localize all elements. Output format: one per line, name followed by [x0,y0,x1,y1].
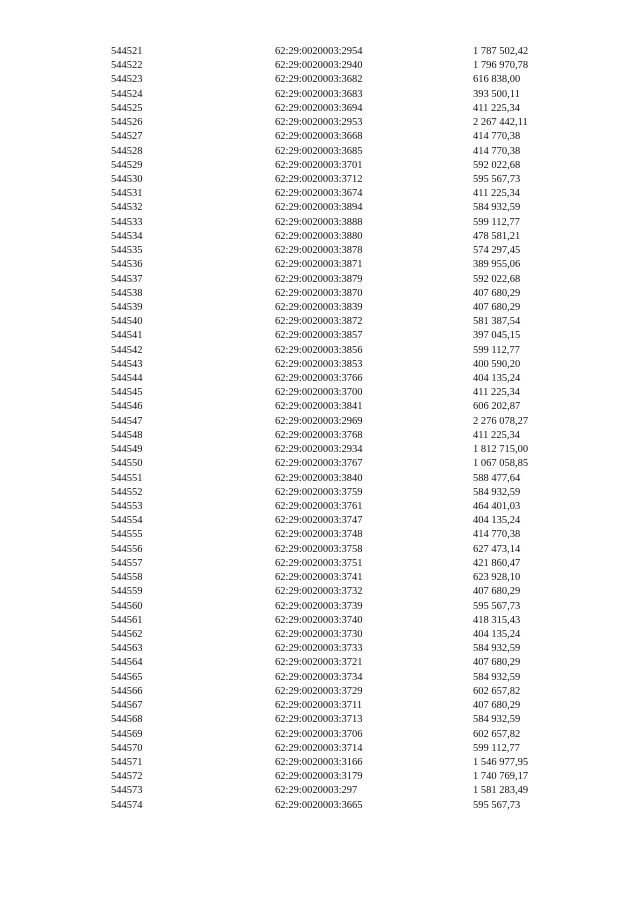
table-row [0,73,640,87]
data-table [0,45,640,813]
row-number-cell: 544522 [111,60,143,72]
cadastral-number-cell: 62:29:0020003:297 [275,785,358,797]
value-cell: 599 112,77 [473,216,520,228]
value-cell: 1 546 977,95 [473,756,529,768]
table-row [0,585,640,599]
row-number-cell: 544571 [111,756,143,768]
cadastral-number-cell: 62:29:0020003:3166 [275,756,363,768]
value-cell: 411 225,34 [473,188,520,200]
value-cell: 606 202,87 [473,401,521,413]
value-cell: 418 315,43 [473,614,521,626]
cadastral-number-cell: 62:29:0020003:3878 [275,245,363,257]
table-row [0,329,640,343]
table-row [0,799,640,813]
value-cell: 407 680,29 [473,700,521,712]
row-number-cell: 544553 [111,501,143,512]
row-number-cell: 544533 [111,216,143,228]
table-row [0,571,640,585]
value-cell: 1 796 970,78 [473,60,529,72]
value-cell: 1 740 769,17 [473,771,529,783]
cadastral-number-cell: 62:29:0020003:3766 [275,373,363,385]
row-number-cell: 544568 [111,714,143,726]
table-row [0,443,640,457]
cadastral-number-cell: 62:29:0020003:3740 [275,614,363,626]
cadastral-number-cell: 62:29:0020003:3871 [275,259,363,271]
row-number-cell: 544535 [111,245,143,257]
value-cell: 599 112,77 [473,742,520,754]
cadastral-number-cell: 62:29:0020003:3729 [275,685,363,697]
value-cell: 616 838,00 [473,74,521,86]
row-number-cell: 544547 [111,415,143,427]
cadastral-number-cell: 62:29:0020003:3732 [275,586,363,598]
row-number-cell: 544572 [111,771,143,783]
cadastral-number-cell: 62:29:0020003:3668 [275,131,363,143]
row-number-cell: 544559 [111,586,143,598]
row-number-cell: 544551 [111,472,143,484]
value-cell: 478 581,21 [473,230,521,242]
cadastral-number-cell: 62:29:0020003:3856 [275,344,363,356]
cadastral-number-cell: 62:29:0020003:3714 [275,742,363,754]
row-number-cell: 544541 [111,330,143,342]
value-cell: 393 500,11 [473,88,520,100]
table-row [0,358,640,372]
table-row [0,244,640,258]
table-row [0,102,640,116]
value-cell: 407 680,29 [473,657,521,669]
cadastral-number-cell: 62:29:0020003:3713 [275,714,363,726]
table-row [0,187,640,201]
cadastral-number-cell: 62:29:0020003:3730 [275,628,363,640]
table-row [0,287,640,301]
cadastral-number-cell: 62:29:0020003:3758 [275,543,363,555]
row-number-cell: 544538 [111,287,143,299]
row-number-cell: 544537 [111,273,143,285]
value-cell: 464 401,03 [473,501,521,512]
row-number-cell: 544531 [111,188,143,200]
cadastral-number-cell: 62:29:0020003:3694 [275,102,363,114]
cadastral-number-cell: 62:29:0020003:3706 [275,728,363,740]
cadastral-number-cell: 62:29:0020003:3853 [275,358,363,370]
row-number-cell: 544524 [111,88,143,100]
cadastral-number-cell: 62:29:0020003:3674 [275,188,363,200]
row-number-cell: 544567 [111,700,143,712]
table-row [0,685,640,699]
value-cell: 414 770,38 [473,131,521,143]
cadastral-number-cell: 62:29:0020003:3685 [275,145,363,157]
row-number-cell: 544530 [111,173,143,185]
value-cell: 414 770,38 [473,529,521,541]
table-row [0,201,640,215]
row-number-cell: 544532 [111,202,143,214]
cadastral-number-cell: 62:29:0020003:3761 [275,501,363,512]
row-number-cell: 544552 [111,486,143,498]
cadastral-number-cell: 62:29:0020003:3665 [275,799,363,811]
table-row [0,713,640,727]
table-row [0,642,640,656]
table-row [0,400,640,414]
value-cell: 599 112,77 [473,344,520,356]
value-cell: 588 477,64 [473,472,521,484]
table-row [0,372,640,386]
cadastral-number-cell: 62:29:0020003:3880 [275,230,363,242]
value-cell: 1 787 502,42 [473,46,529,57]
row-number-cell: 544548 [111,429,143,441]
cadastral-number-cell: 62:29:0020003:3734 [275,671,363,683]
table-row [0,116,640,130]
table-row [0,258,640,272]
cadastral-number-cell: 62:29:0020003:2940 [275,60,363,72]
row-number-cell: 544536 [111,259,143,271]
row-number-cell: 544561 [111,614,143,626]
cadastral-number-cell: 62:29:0020003:3711 [275,700,363,712]
table-row [0,344,640,358]
row-number-cell: 544558 [111,572,143,584]
table-row [0,457,640,471]
value-cell: 407 680,29 [473,301,521,313]
cadastral-number-cell: 62:29:0020003:2953 [275,117,363,129]
row-number-cell: 544573 [111,785,143,797]
row-number-cell: 544545 [111,387,143,399]
cadastral-number-cell: 62:29:0020003:3888 [275,216,363,228]
row-number-cell: 544534 [111,230,143,242]
table-row [0,784,640,798]
cadastral-number-cell: 62:29:0020003:3839 [275,301,363,313]
value-cell: 411 225,34 [473,429,520,441]
cadastral-number-cell: 62:29:0020003:3721 [275,657,363,669]
table-row [0,656,640,670]
row-number-cell: 544566 [111,685,143,697]
row-number-cell: 544526 [111,117,143,129]
table-row [0,415,640,429]
table-row [0,145,640,159]
row-number-cell: 544527 [111,131,143,143]
value-cell: 584 932,59 [473,202,521,214]
value-cell: 592 022,68 [473,159,521,171]
value-cell: 574 297,45 [473,245,521,257]
cadastral-number-cell: 62:29:0020003:3870 [275,287,363,299]
table-row [0,386,640,400]
table-row [0,301,640,315]
value-cell: 627 473,14 [473,543,521,555]
table-row [0,216,640,230]
table-row [0,472,640,486]
table-row [0,45,640,59]
value-cell: 584 932,59 [473,714,521,726]
cadastral-number-cell: 62:29:0020003:3747 [275,515,363,527]
table-row [0,273,640,287]
cadastral-number-cell: 62:29:0020003:3894 [275,202,363,214]
table-row [0,628,640,642]
table-row [0,159,640,173]
table-row [0,230,640,244]
row-number-cell: 544549 [111,444,143,456]
row-number-cell: 544560 [111,600,143,612]
cadastral-number-cell: 62:29:0020003:3683 [275,88,363,100]
value-cell: 404 135,24 [473,515,521,527]
cadastral-number-cell: 62:29:0020003:3879 [275,273,363,285]
value-cell: 595 567,73 [473,600,521,612]
row-number-cell: 544574 [111,799,143,811]
value-cell: 592 022,68 [473,273,521,285]
row-number-cell: 544529 [111,159,143,171]
row-number-cell: 544544 [111,373,143,385]
value-cell: 2 267 442,11 [473,117,528,129]
value-cell: 389 955,06 [473,259,521,271]
row-number-cell: 544563 [111,643,143,655]
cadastral-number-cell: 62:29:0020003:2969 [275,415,363,427]
cadastral-number-cell: 62:29:0020003:3768 [275,429,363,441]
cadastral-number-cell: 62:29:0020003:3701 [275,159,363,171]
value-cell: 2 276 078,27 [473,415,529,427]
cadastral-number-cell: 62:29:0020003:3682 [275,74,363,86]
cadastral-number-cell: 62:29:0020003:3751 [275,557,363,569]
cadastral-number-cell: 62:29:0020003:3179 [275,771,363,783]
value-cell: 404 135,24 [473,373,521,385]
table-row [0,614,640,628]
table-row [0,728,640,742]
table-row [0,173,640,187]
cadastral-number-cell: 62:29:0020003:3700 [275,387,363,399]
value-cell: 1 812 715,00 [473,444,529,456]
row-number-cell: 544564 [111,657,143,669]
row-number-cell: 544569 [111,728,143,740]
cadastral-number-cell: 62:29:0020003:3872 [275,316,363,328]
value-cell: 411 225,34 [473,102,520,114]
cadastral-number-cell: 62:29:0020003:2934 [275,444,363,456]
row-number-cell: 544521 [111,46,143,57]
row-number-cell: 544523 [111,74,143,86]
table-row [0,486,640,500]
cadastral-number-cell: 62:29:0020003:3759 [275,486,363,498]
value-cell: 1 581 283,49 [473,785,529,797]
row-number-cell: 544565 [111,671,143,683]
table-row [0,699,640,713]
table-row [0,429,640,443]
table-row [0,671,640,685]
table-row [0,130,640,144]
row-number-cell: 544555 [111,529,143,541]
cadastral-number-cell: 62:29:0020003:3840 [275,472,363,484]
table-row [0,88,640,102]
table-row [0,543,640,557]
row-number-cell: 544540 [111,316,143,328]
value-cell: 581 387,54 [473,316,521,328]
cadastral-number-cell: 62:29:0020003:3857 [275,330,363,342]
table-row [0,500,640,514]
table-row [0,742,640,756]
cadastral-number-cell: 62:29:0020003:3712 [275,173,363,185]
table-row [0,756,640,770]
value-cell: 411 225,34 [473,387,520,399]
value-cell: 584 932,59 [473,671,521,683]
value-cell: 400 590,20 [473,358,521,370]
value-cell: 602 657,82 [473,728,521,740]
value-cell: 1 067 058,85 [473,458,529,470]
value-cell: 397 045,15 [473,330,521,342]
cadastral-number-cell: 62:29:0020003:3741 [275,572,363,584]
cadastral-number-cell: 62:29:0020003:2954 [275,46,363,57]
row-number-cell: 544570 [111,742,143,754]
cadastral-number-cell: 62:29:0020003:3739 [275,600,363,612]
value-cell: 584 932,59 [473,643,521,655]
value-cell: 421 860,47 [473,557,521,569]
row-number-cell: 544543 [111,358,143,370]
row-number-cell: 544557 [111,557,143,569]
table-row [0,315,640,329]
value-cell: 404 135,24 [473,628,521,640]
table-row [0,528,640,542]
value-cell: 407 680,29 [473,586,521,598]
row-number-cell: 544556 [111,543,143,555]
table-row [0,514,640,528]
row-number-cell: 544562 [111,628,143,640]
value-cell: 414 770,38 [473,145,521,157]
row-number-cell: 544546 [111,401,143,413]
row-number-cell: 544554 [111,515,143,527]
value-cell: 595 567,73 [473,173,521,185]
table-row [0,557,640,571]
value-cell: 623 928,10 [473,572,521,584]
table-row [0,59,640,73]
cadastral-number-cell: 62:29:0020003:3733 [275,643,363,655]
value-cell: 407 680,29 [473,287,521,299]
cadastral-number-cell: 62:29:0020003:3841 [275,401,363,413]
value-cell: 602 657,82 [473,685,521,697]
table-row [0,600,640,614]
row-number-cell: 544550 [111,458,143,470]
row-number-cell: 544539 [111,301,143,313]
table-row [0,770,640,784]
row-number-cell: 544525 [111,102,143,114]
cadastral-number-cell: 62:29:0020003:3748 [275,529,363,541]
cadastral-number-cell: 62:29:0020003:3767 [275,458,363,470]
value-cell: 584 932,59 [473,486,521,498]
row-number-cell: 544542 [111,344,143,356]
value-cell: 595 567,73 [473,799,521,811]
row-number-cell: 544528 [111,145,143,157]
